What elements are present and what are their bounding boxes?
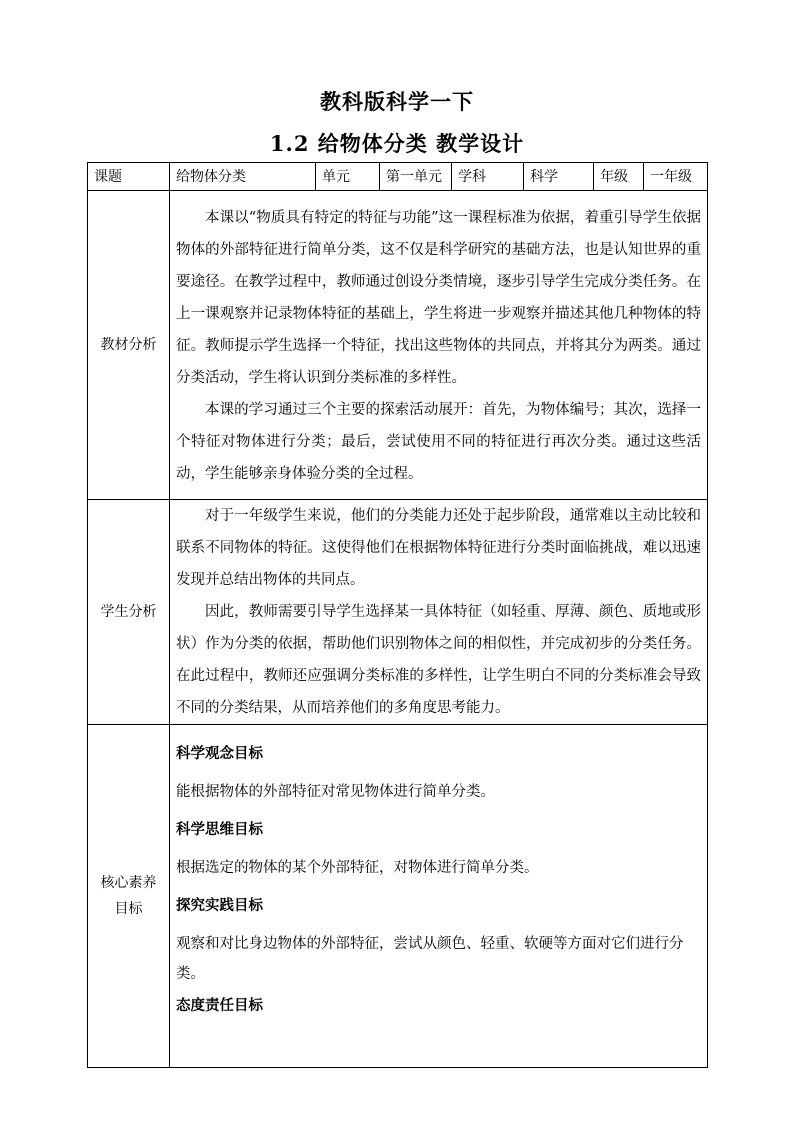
textbook-analysis-label: 教材分析	[88, 191, 170, 500]
inquiry-practice-goal-text: 观察和对比身边物体的外部特征，尝试从颜色、轻重、软硬等方面对它们进行分类。	[176, 936, 684, 982]
document-title: 教科版科学一下	[320, 89, 474, 114]
inquiry-practice-goal-heading: 探究实践目标	[176, 897, 263, 914]
grade-label: 年级	[594, 163, 644, 191]
topic-label: 课题	[88, 163, 170, 191]
student-analysis-content	[170, 500, 708, 725]
subject-label: 学科	[452, 163, 524, 191]
unit-value: 第一单元	[380, 163, 452, 191]
textbook-analysis-row	[88, 191, 708, 500]
document-subtitle: 1.2 给物体分类 教学设计	[269, 131, 525, 156]
core-goals-label	[88, 725, 170, 1068]
student-analysis-paragraph-2: 因此，教师需要引导学生选择某一具体特征（如轻重、厚薄、颜色、质地或形状）作为分类的依据，帮助他们识别物体之间的相似性，并完成初步的分类任务。在此过程中，教师还应强调分类标准的多样性，让学生明白不同的分类标准会导致不同的分类结果，从而培养他们的多角度思考能力。	[176, 604, 701, 716]
attitude-responsibility-goal-heading: 态度责任目标	[176, 997, 263, 1014]
grade-value: 一年级	[644, 163, 708, 191]
science-thinking-goal-heading: 科学思维目标	[176, 821, 263, 838]
core-goals-content	[170, 725, 708, 1068]
core-goals-label-line-1: 核心素养	[100, 875, 157, 891]
student-analysis-row	[88, 500, 708, 725]
student-analysis-label: 学生分析	[88, 500, 170, 725]
textbook-analysis-paragraph-2: 本课的学习通过三个主要的探索活动展开：首先，为物体编号；其次，选择一个特征对物体进行分类；最后，尝试使用不同的特征进行再次分类。通过这些活动，学生能够亲身体验分类的全过程。	[176, 402, 701, 482]
science-concept-goal-text: 能根据物体的外部特征对常见物体进行简单分类。	[176, 784, 495, 800]
core-goals-label-line-2: 目标	[114, 901, 143, 917]
science-thinking-goal-text: 根据选定的物体的某个外部特征，对物体进行简单分类。	[176, 860, 539, 876]
textbook-analysis-paragraph-1: 本课以“物质具有特定的特征与功能”这一课程标准为依据，着重引导学生依据物体的外部特征进行简单分类，这不仅是科学研究的基础方法，也是认知世界的重要途径。在教学过程中，教师通过创设分类情境，逐步引导学生完成分类任务。在上一课观察并记录物体特征的基础上，学生将进一步观察并描述其他几种物体的特征。教师提示学生选择一个特征，找出这些物体的共同点，并将其分为两类。通过分类活动，学生将认识到分类标准的多样性。	[176, 210, 701, 386]
topic-value: 给物体分类	[170, 163, 316, 191]
subject-value: 科学	[524, 163, 594, 191]
textbook-analysis-content	[170, 191, 708, 500]
science-concept-goal-heading: 科学观念目标	[176, 745, 263, 762]
student-analysis-paragraph-1: 对于一年级学生来说，他们的分类能力还处于起步阶段，通常难以主动比较和联系不同物体的特征。这使得他们在根据物体特征进行分类时面临挑战，难以迅速发现并总结出物体的共同点。	[176, 508, 701, 588]
header-row	[88, 163, 708, 191]
unit-label: 单元	[316, 163, 380, 191]
core-goals-row	[88, 725, 708, 1068]
lesson-plan-table	[87, 162, 708, 1068]
